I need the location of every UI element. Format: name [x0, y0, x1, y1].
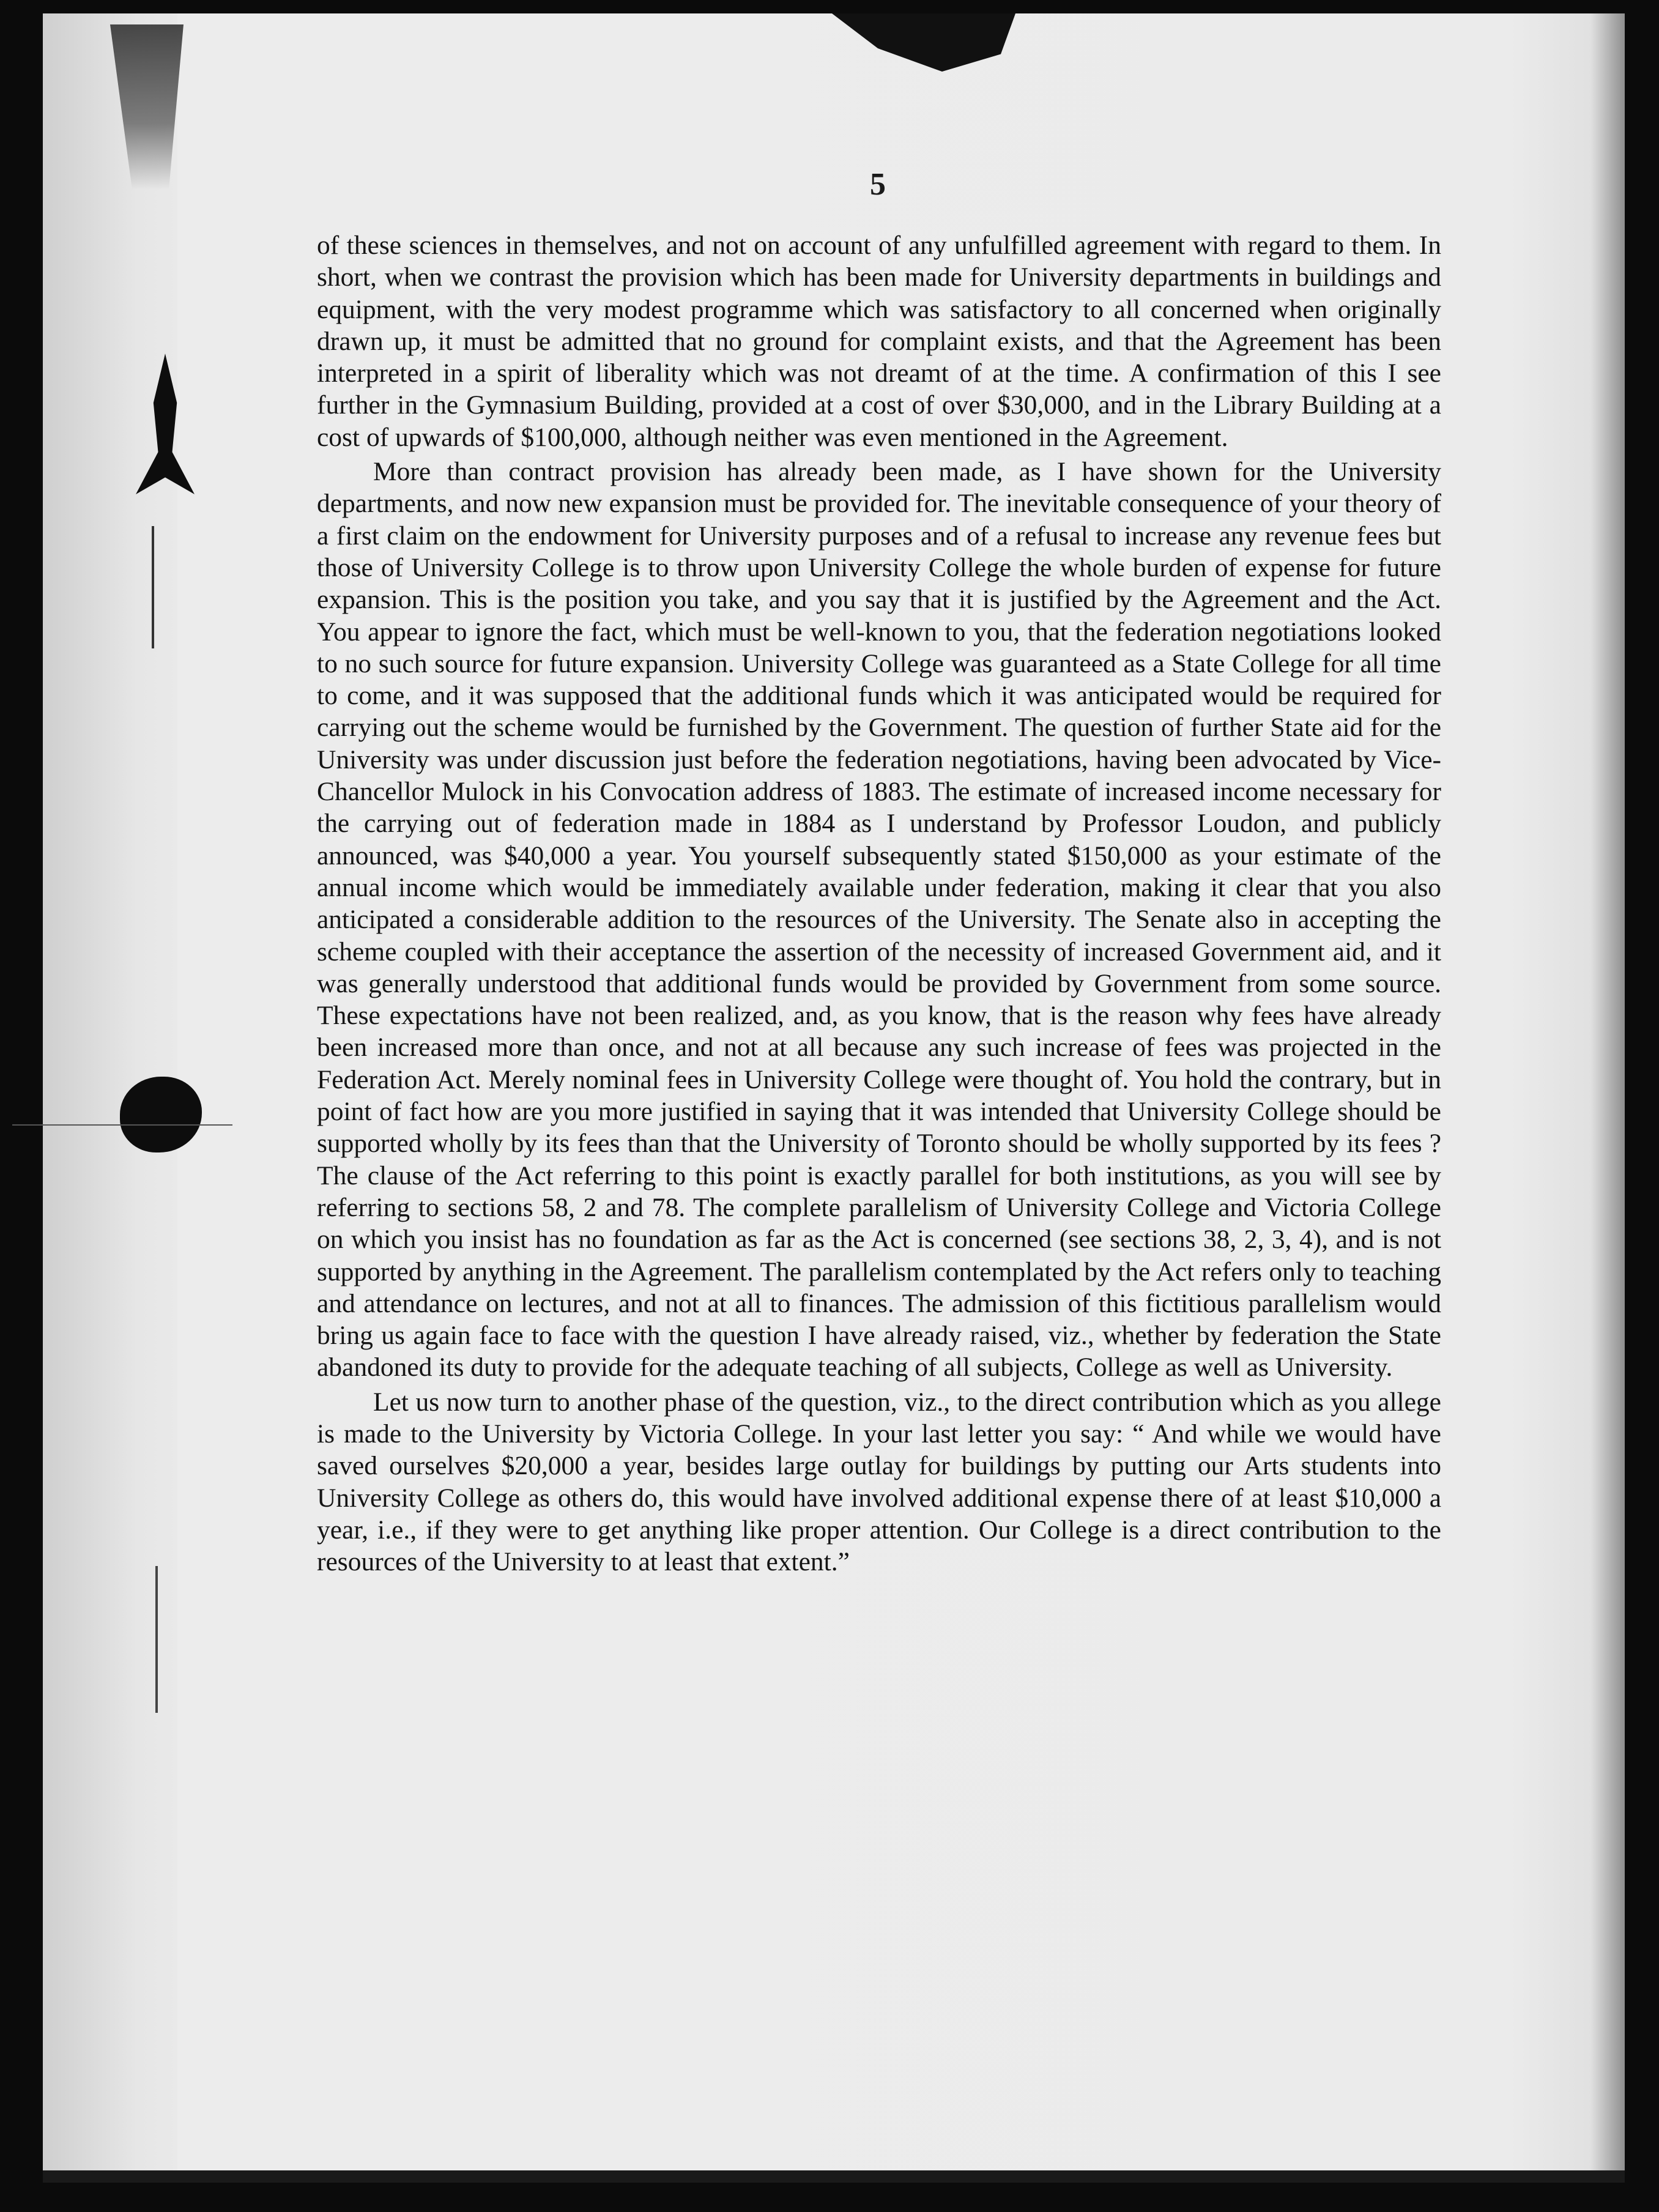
paragraph: of these sciences in themselves, and not on account of any unfulfilled agreement with regard to them. In short, when we contrast the provision which has been made for University departments in buildings and equipment, with the very modest programme which was satisfactory to all concerned when originally drawn up, it must be admitted that no ground for complaint exists, and that the Agreement has been interpreted in a spirit of liberality which was not dreamt of at the time. A confirmation of this I see further in the Gymnasium Building, provided at a cost of over $30,000, and in the Library Building at a cost of upwards of $100,000, although neither was even mentioned in the Agreement. [317, 231, 1441, 452]
body-text [317, 229, 1441, 1580]
page-bottom-edge [43, 2170, 1625, 2183]
page-number: 5 [870, 167, 886, 202]
binding-thread-mark [152, 526, 154, 648]
fold-crease-line [12, 1124, 232, 1126]
paragraph: More than contract provision has already been made, as I have shown for the University departments, and now new expansion must be provided for. The inevitable consequence of your theory of a first claim on the endowment for University purposes and of a refusal to increase any revenue fees but those of University College is to throw upon University College the whole burden of expense for future expansion. This is the position you take, and you say that it is justified by the Agreement and the Act. You appear to ignore the fact, which must be well-known to you, that the federation negotiations looked to no such source for future expansion. University College was guaranteed as a State College for all time to come, and it was supposed that the additional funds which it was anticipated would be required for carrying out the scheme would be furnished by the Government. The question of further State aid for the University was under discussion just before the federation negotiations, having been advocated by Vice-Chancellor Mulock in his Convocation address of 1883. The estimate of increased income necessary for the carrying out of federation made in 1884 as I understand by Professor Loudon, and publicly announced, was $40,000 a year. You yourself subsequently stated $150,000 as your estimate of the annual income which would be immediately available under federation, making it clear that you also anticipated a considerable addition to the resources of the University. The Senate also in accepting the scheme coupled with their acceptance the assertion of the necessity of increased Government aid, and it was generally understood that additional funds would be provided by Government from some source. These expectations have not been realized, and, as you know, that is the reason why fees have already been increased more than once, and not at all because any such increase of fees was projected in the Federation Act. Merely nominal fees in University College were thought of. You hold the contrary, but in point of fact how are you more justified in saying that it was intended that University College should be supported wholly by its fees than that the University of Toronto should be wholly supported by its fees ? The clause of the Act referring to this point is exactly parallel for both institutions, as you will see by referring to sections 58, 2 and 78. The complete parallelism of University College and Victoria College on which you insist has no foundation as far as the Act is concerned (see sections 38, 2, 3, 4), and is not supported by anything in the Agreement. The parallelism contemplated by the Act refers only to teaching and attendance on lectures, and not at all to finances. The admission of this fictitious parallelism would bring us again face to face with the question I have already raised, viz., whether by federation the State abandoned its duty to provide for the adequate teaching of all subjects, College as well as University. [317, 457, 1441, 1382]
binding-thread-mark [155, 1566, 158, 1713]
page-edge-shadow [1590, 13, 1625, 2179]
paragraph: Let us now turn to another phase of the question, viz., to the direct contribution which as you allege is made to the University by Victoria College. In your last letter you say: “ And while we would have saved ourselves $20,000 a year, besides large outlay for buildings by putting our Arts students into University College as others do, this would have involved additional expense there of at least $10,000 a year, i.e., if they were to get anything like proper attention. Our College is a direct contribution to the resources of the University to at least that extent.” [317, 1387, 1441, 1577]
